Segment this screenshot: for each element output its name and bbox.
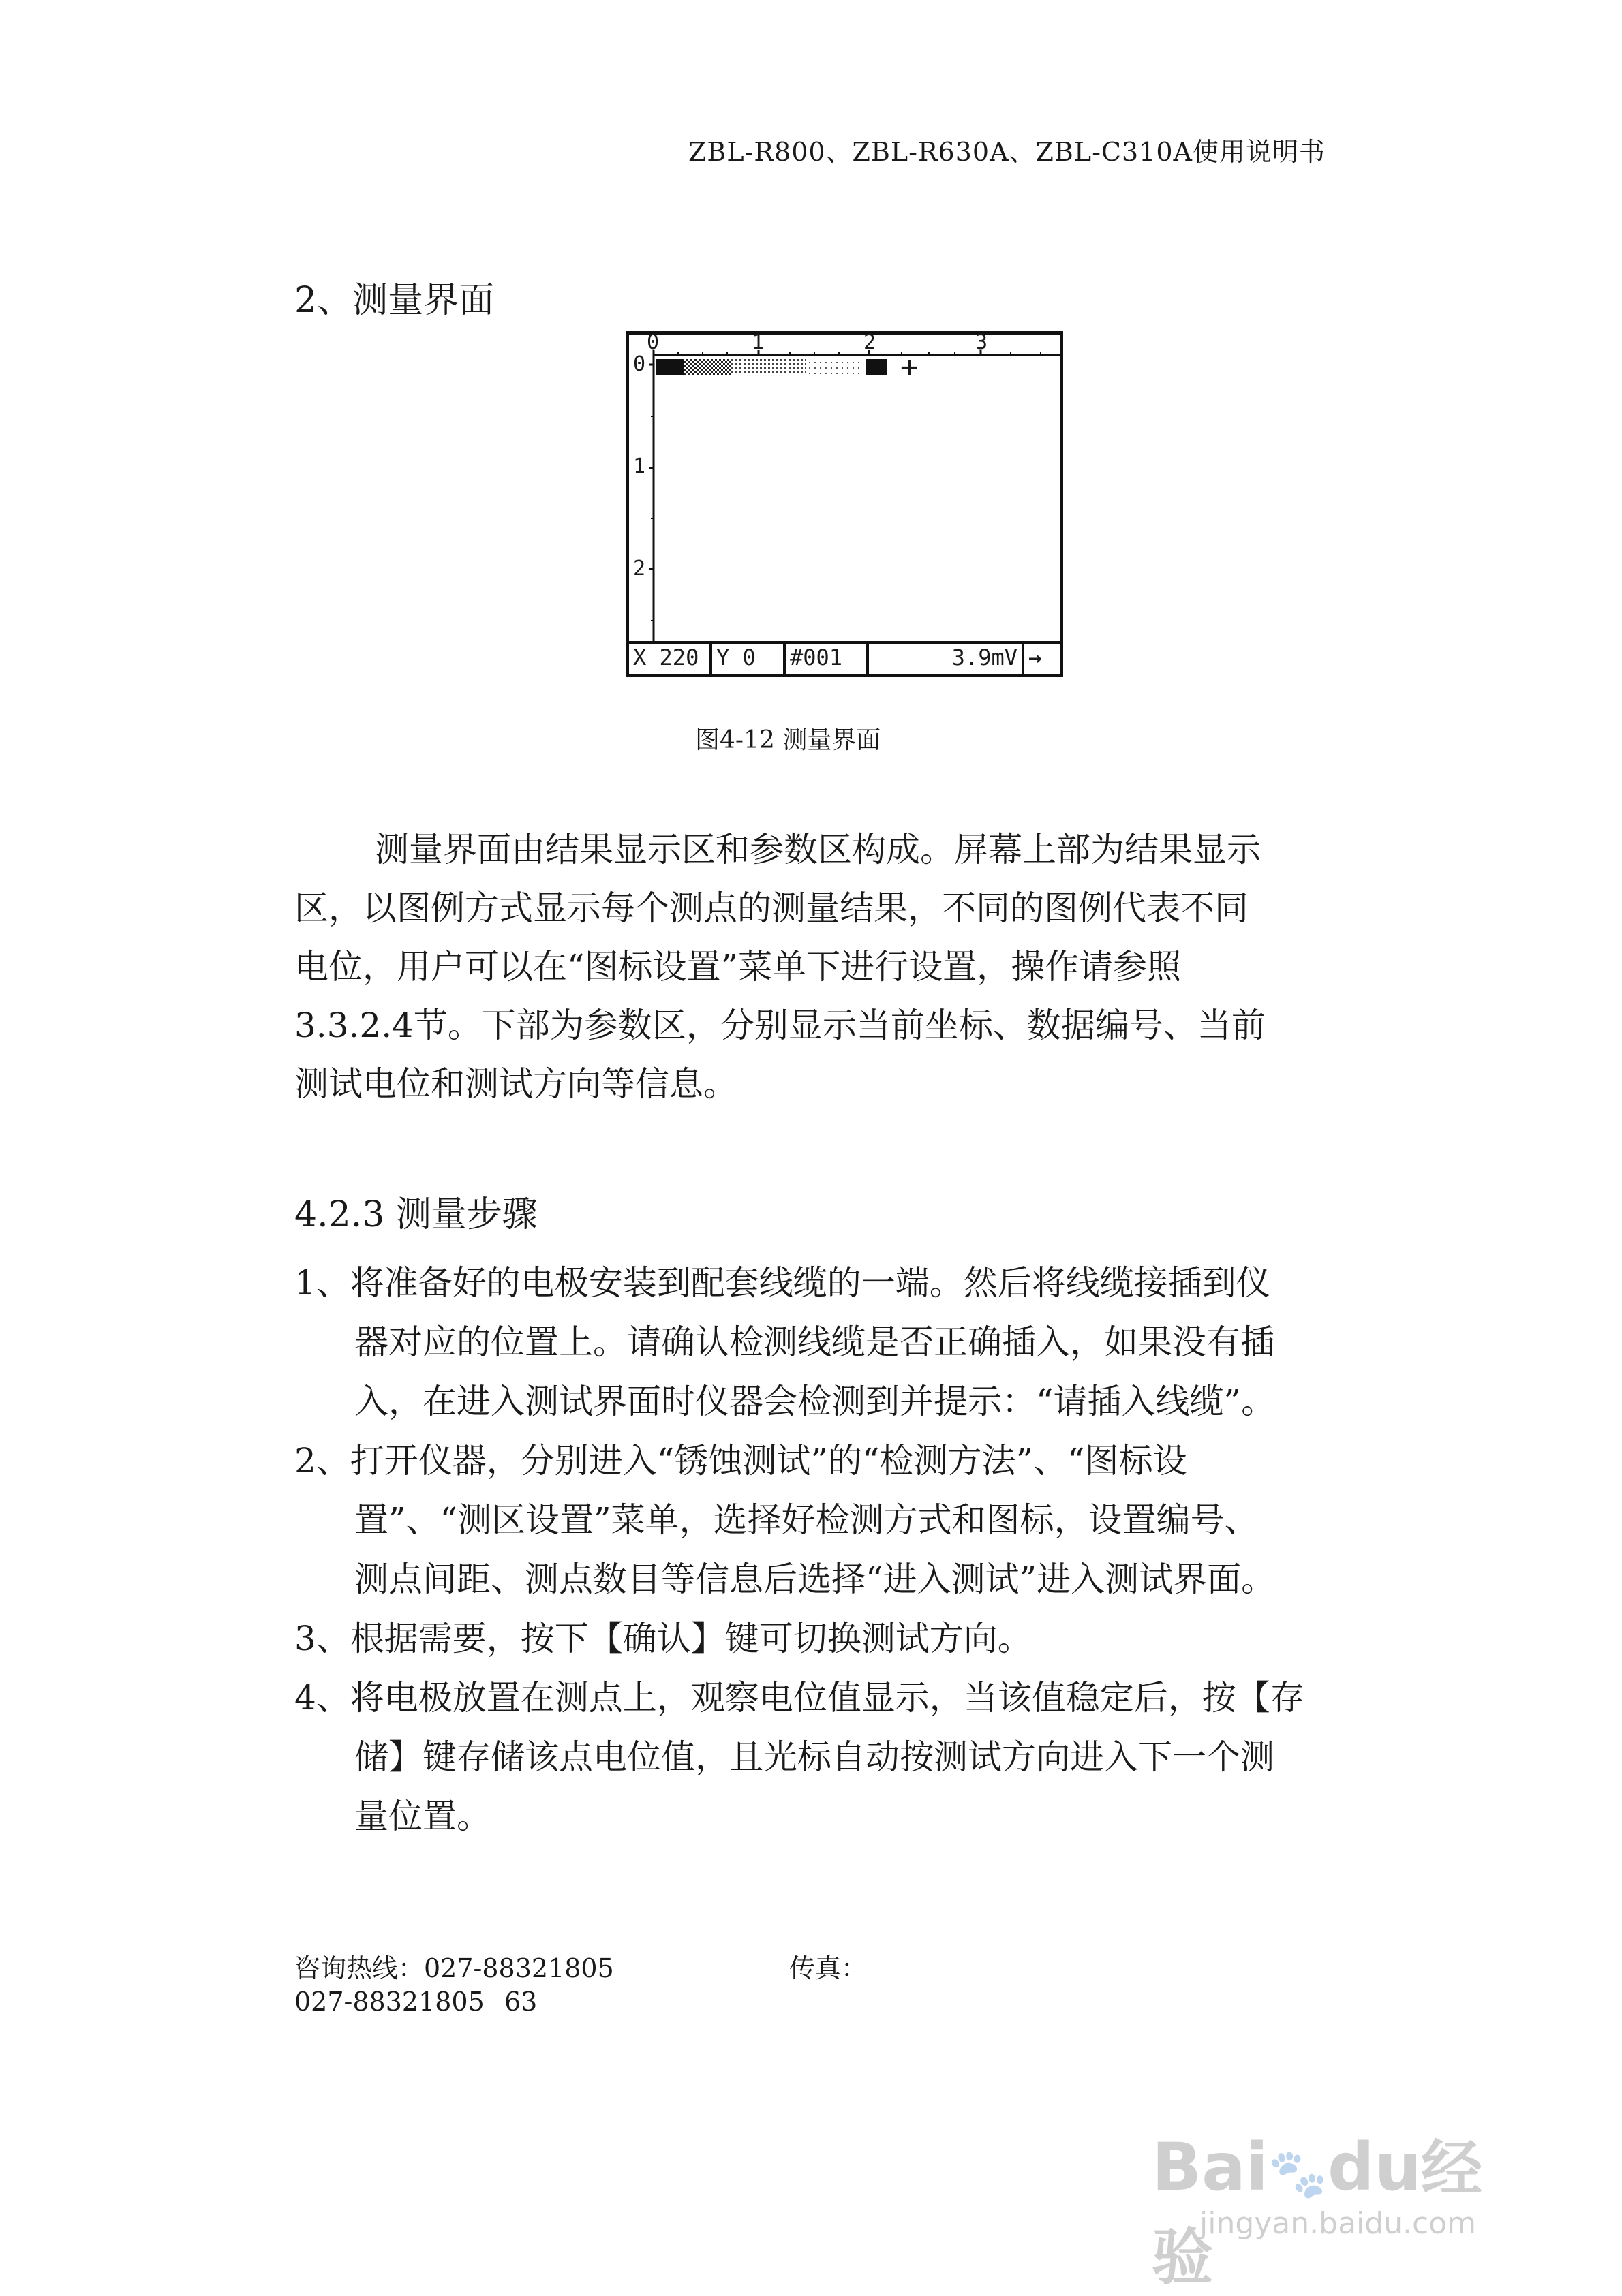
paragraph-line: 区，以图例方式显示每个测点的测量结果，不同的图例代表不同 xyxy=(294,888,1249,928)
paw-icon: 🐾 xyxy=(1268,2145,1328,2201)
watermark-brand-2: du xyxy=(1328,2129,1422,2205)
step-3-line: 3、根据需要，按下【确认】键可切换测试方向。 xyxy=(294,1619,1032,1658)
step-1-line: 入，在进入测试界面时仪器会检测到并提示：“请插入线缆”。 xyxy=(354,1382,1276,1421)
step-2-line: 2、打开仪器，分别进入“锈蚀测试”的“检测方法”、“图标设 xyxy=(294,1441,1187,1480)
watermark-product: 经验 xyxy=(1152,2133,1483,2293)
footer-fax-number: 027-88321805 xyxy=(294,1987,485,2017)
step-4-line: 4、将电极放置在测点上，观察电位值显示，当该值稳定后，按【存 xyxy=(294,1678,1304,1718)
document-header: ZBL-R800、ZBL-R630A、ZBL-C310A使用说明书 xyxy=(688,137,1326,167)
footer-fax-label: 传真： xyxy=(789,1953,868,1983)
page-number: 63 xyxy=(504,1987,538,2017)
y-coordinate: Y 0 xyxy=(712,644,786,674)
y-tick-label: 0 xyxy=(633,352,646,376)
x-tick-label: 0 xyxy=(647,330,660,354)
step-4-line: 储】键存储该点电位值，且光标自动按测试方向进入下一个测 xyxy=(354,1737,1274,1777)
y-tick-label: 2 xyxy=(633,557,646,580)
result-legend-bar xyxy=(656,359,887,375)
x-tick-label: 2 xyxy=(863,330,876,354)
steps-list xyxy=(294,1254,1304,1846)
step-4-line: 量位置。 xyxy=(354,1797,491,1836)
x-tick-label: 3 xyxy=(975,330,988,354)
baidu-jingyan-watermark xyxy=(1152,2119,1533,2293)
watermark-url: jingyan.baidu.com xyxy=(1199,2206,1477,2241)
measurement-screen-figure xyxy=(626,331,1063,677)
parameter-status-bar xyxy=(629,641,1060,674)
paragraph-line: 电位，用户可以在“图标设置”菜单下进行设置，操作请参照 xyxy=(294,947,1182,987)
watermark-brand: Bai xyxy=(1152,2129,1268,2205)
y-tick-label: 1 xyxy=(633,454,646,478)
paragraph-line: 3.3.2.4节。下部为参数区，分别显示当前坐标、数据编号、当前 xyxy=(294,1006,1266,1045)
step-1-line: 1、将准备好的电极安装到配套线缆的一端。然后将线缆接插到仪 xyxy=(294,1263,1270,1303)
step-1-line: 器对应的位置上。请确认检测线缆是否正确插入，如果没有插 xyxy=(354,1322,1274,1362)
section-heading: 2、测量界面 xyxy=(294,280,495,321)
footer-hotline: 咨询热线：027-88321805 xyxy=(294,1953,614,1983)
cursor-icon: + xyxy=(899,354,920,382)
direction-arrow-icon: → xyxy=(1028,645,1042,670)
step-2-line: 测点间距、测点数目等信息后选择“进入测试”进入测试界面。 xyxy=(354,1560,1276,1599)
potential-value: 3.9mV xyxy=(869,644,1024,674)
x-tick-label: 1 xyxy=(752,330,765,354)
paragraph-line: 测量界面由结果显示区和参数区构成。屏幕上部为结果显示 xyxy=(375,830,1261,869)
data-number: #001 xyxy=(786,644,869,674)
paragraph-line: 测试电位和测试方向等信息。 xyxy=(294,1064,737,1104)
subsection-heading: 4.2.3 测量步骤 xyxy=(294,1194,538,1235)
step-2-line: 置”、“测区设置”菜单，选择好检测方式和图标，设置编号、 xyxy=(354,1500,1259,1540)
screen-plot xyxy=(629,335,1060,642)
x-coordinate: X 220 xyxy=(629,644,712,674)
description-paragraph xyxy=(294,820,1398,1113)
figure-caption: 图4-12 测量界面 xyxy=(695,726,881,754)
